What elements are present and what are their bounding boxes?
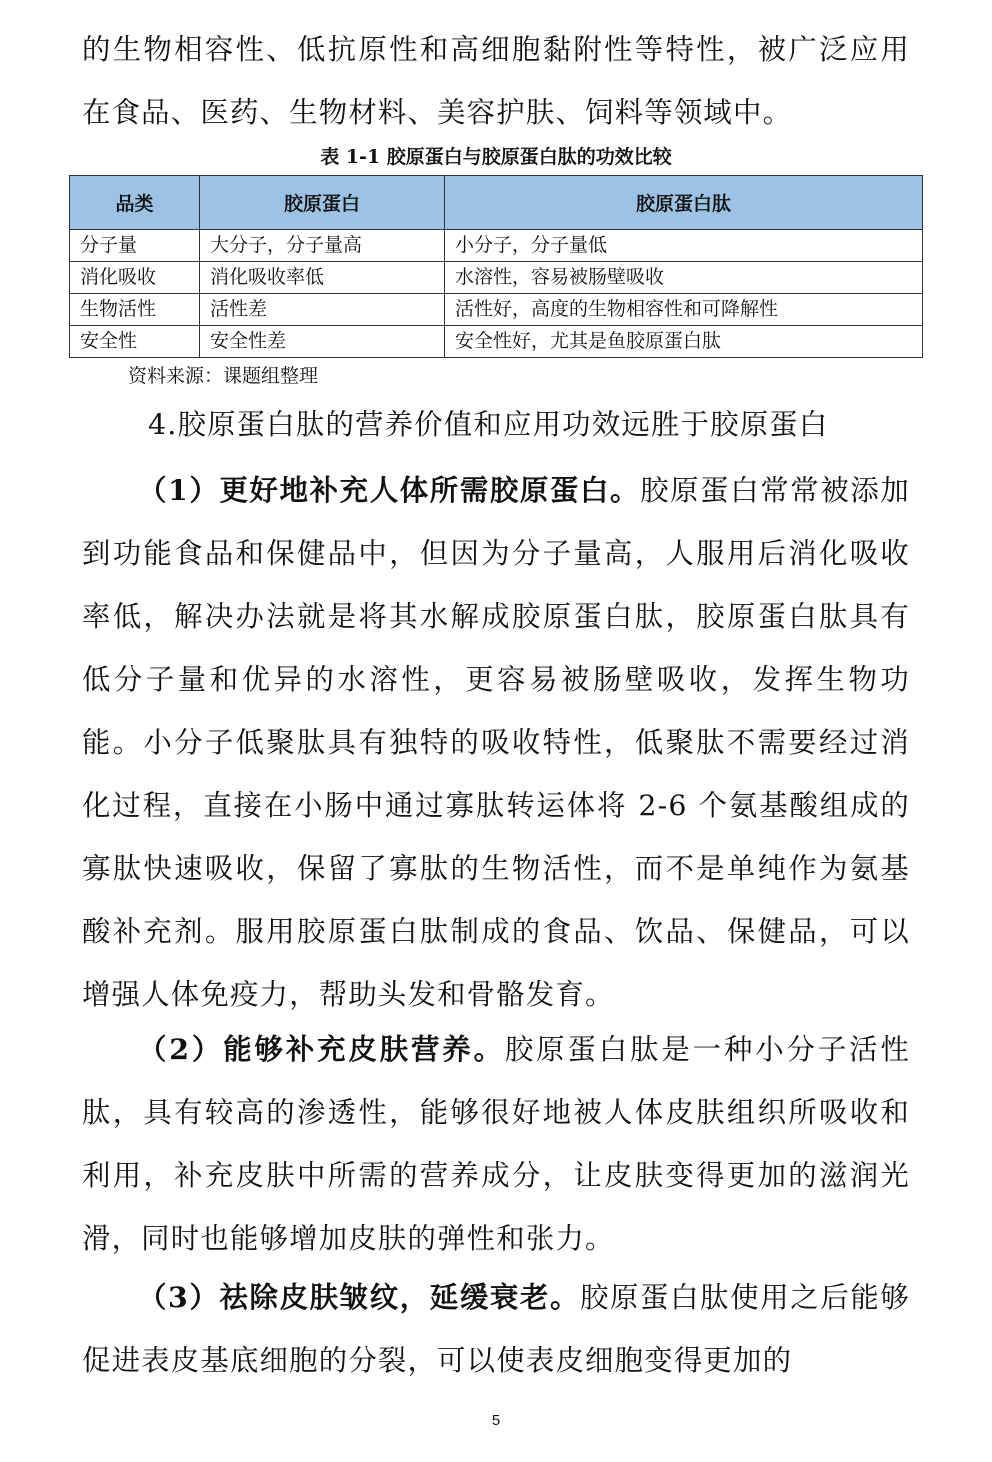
table-cell: 消化吸收率低: [200, 262, 445, 294]
table-caption: 表 1-1 胶原蛋白与胶原蛋白肽的功效比较: [320, 146, 672, 168]
table-cell: 安全性: [70, 326, 200, 358]
table-cell: 活性差: [200, 294, 445, 326]
paragraph-3: [82, 1266, 910, 1392]
paragraph-body: 胶原蛋白肽是一种小分子活性肽，具有较高的渗透性，能够很好地被人体皮肤组织所吸收和利用，补充皮肤中所需的营养成分，让皮肤变得更加的滋润光滑，同时也能够增加皮肤的弹性和张力。: [82, 1033, 910, 1255]
page-number: 5: [491, 1412, 501, 1429]
paragraph-body: 胶原蛋白肽使用之后能够促进表皮基底细胞的分裂，可以使表皮细胞变得更加的: [82, 1281, 910, 1377]
comparison-table: [69, 175, 923, 358]
table-header-cell: 胶原蛋白肽: [445, 176, 923, 230]
table-header-row: [70, 176, 923, 230]
table-cell: 消化吸收: [70, 262, 200, 294]
table-source-note: 资料来源：课题组整理: [128, 365, 319, 387]
table-cell: 安全性好，尤其是鱼胶原蛋白肽: [445, 326, 923, 358]
section-heading: 4.胶原蛋白肽的营养价值和应用功效远胜于胶原蛋白: [148, 408, 829, 441]
table-header-cell: 胶原蛋白: [200, 176, 445, 230]
paragraph-lead: （3）祛除皮肤皱纹，延缓衰老。: [138, 1280, 580, 1314]
table-cell: 水溶性，容易被肠壁吸收: [445, 262, 923, 294]
paragraph-1: [82, 459, 910, 1026]
table-cell: 小分子，分子量低: [445, 230, 923, 262]
intro-paragraph: 的生物相容性、低抗原性和高细胞黏附性等特性，被广泛应用在食品、医药、生物材料、美容护肤、饲料等领域中。: [82, 33, 910, 129]
table-row: [70, 326, 923, 358]
paragraph-2: [82, 1018, 910, 1270]
table-header-cell: 品类: [70, 176, 200, 230]
table-row: [70, 294, 923, 326]
table-cell: 活性好，高度的生物相容性和可降解性: [445, 294, 923, 326]
paragraph-lead: （1）更好地补充人体所需胶原蛋白。: [138, 473, 641, 507]
table-row: [70, 262, 923, 294]
table-cell: 生物活性: [70, 294, 200, 326]
table-row: [70, 230, 923, 262]
table-cell: 大分子，分子量高: [200, 230, 445, 262]
table-cell: 分子量: [70, 230, 200, 262]
paragraph-body: 胶原蛋白常常被添加到功能食品和保健品中，但因为分子量高，人服用后消化吸收率低，解决办法就是将其水解成胶原蛋白肽，胶原蛋白肽具有低分子量和优异的水溶性，更容易被肠壁吸收，发挥生物功能。小分子低聚肽具有独特的吸收特性，低聚肽不需要经过消化过程，直接在小肠中通过寡肽转运体将 2-6 个氨基酸组成的寡肽快速吸收，保留了寡肽的生物活性，而不是单纯作为氨基酸补充剂。服用胶原蛋白肽制成的食品、饮品、保健品，可以增强人体免疫力，帮助头发和骨骼发育。: [82, 474, 910, 1011]
table-cell: 安全性差: [200, 326, 445, 358]
paragraph-lead: （2）能够补充皮肤营养。: [138, 1032, 505, 1066]
